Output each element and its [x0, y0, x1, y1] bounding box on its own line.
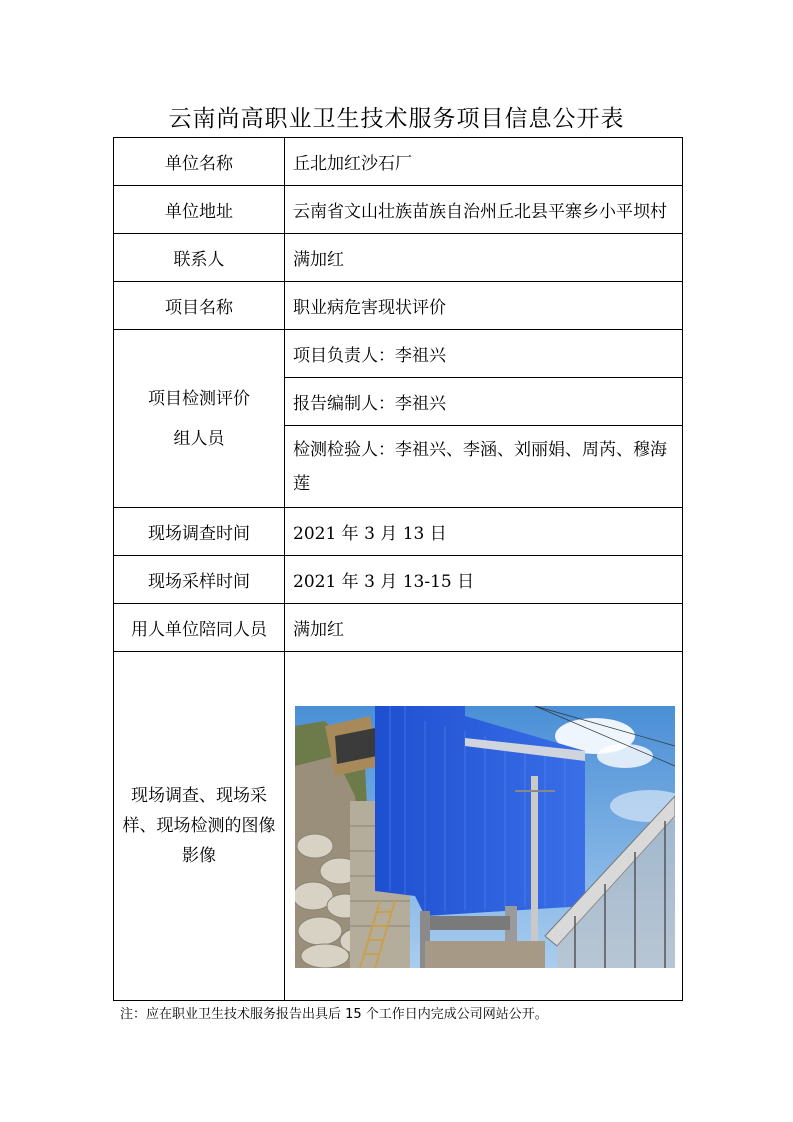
team-label-line1: 项目检测评价	[148, 388, 250, 409]
row-team-leader	[114, 330, 683, 378]
row-sampling-time	[114, 556, 683, 604]
images-label: 现场调查、现场采样、现场检测的图像影像	[114, 652, 285, 1001]
row-project-name	[114, 282, 683, 330]
unit-address-label: 单位地址	[114, 186, 285, 234]
sampling-time-label: 现场采样时间	[114, 556, 285, 604]
sampling-time-value: 2021 年 3 月 13-15 日	[285, 556, 683, 604]
row-unit-name	[114, 138, 683, 186]
footnote: 注：应在职业卫生技术服务报告出具后 15 个工作日内完成公司网站公开。	[120, 1007, 548, 1022]
row-contact	[114, 234, 683, 282]
contact-value: 满加红	[285, 234, 683, 282]
report-author-value: 报告编制人：李祖兴	[285, 378, 683, 426]
survey-time-label: 现场调查时间	[114, 508, 285, 556]
images-cell	[285, 652, 683, 1001]
unit-name-label: 单位名称	[114, 138, 285, 186]
info-table	[113, 137, 683, 1001]
team-label-line2: 组人员	[173, 428, 225, 449]
project-name-label: 项目名称	[114, 282, 285, 330]
row-survey-time	[114, 508, 683, 556]
contact-label: 联系人	[114, 234, 285, 282]
row-images	[114, 652, 683, 1001]
site-photo	[295, 706, 675, 968]
site-photo-illustration	[295, 706, 675, 968]
survey-time-value: 2021 年 3 月 13 日	[285, 508, 683, 556]
page-title: 云南尚高职业卫生技术服务项目信息公开表	[168, 106, 625, 132]
unit-name-value: 丘北加红沙石厂	[285, 138, 683, 186]
escort-label: 用人单位陪同人员	[114, 604, 285, 652]
escort-value: 满加红	[285, 604, 683, 652]
unit-address-value: 云南省文山壮族苗族自治州丘北县平寨乡小平坝村	[285, 186, 683, 234]
project-name-value: 职业病危害现状评价	[285, 282, 683, 330]
inspectors-value: 检测检验人：李祖兴、李涵、刘丽娟、周芮、穆海莲	[285, 426, 683, 508]
project-leader-value: 项目负责人：李祖兴	[285, 330, 683, 378]
row-escort	[114, 604, 683, 652]
row-unit-address	[114, 186, 683, 234]
team-label	[114, 330, 285, 508]
